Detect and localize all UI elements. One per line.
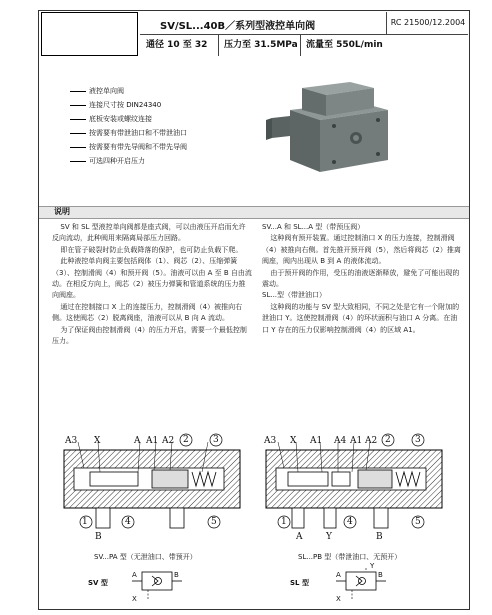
- feature-item: 按需要有带泄油口和不带泄油口: [70, 128, 187, 138]
- port-label: A: [132, 571, 137, 579]
- feature-item: 连接尺寸按 DIN24340: [70, 100, 161, 110]
- port-label: X: [336, 595, 341, 603]
- feature-item: 液控单向阀: [70, 86, 124, 96]
- feature-item: 按需要有带先导阀和不带先导阀: [70, 142, 187, 152]
- callout-label: X: [94, 436, 101, 446]
- description-left-column: [52, 222, 252, 347]
- callout-label: A: [296, 532, 303, 542]
- feature-item: 底板安装或螺纹连接: [70, 114, 152, 124]
- document-code: RC 21500/12.2004: [386, 12, 469, 34]
- page-title: SV/SL...40B／系列型液控单向阀: [160, 21, 316, 32]
- callout-label: A3: [65, 436, 78, 446]
- callout-label: A2: [365, 436, 378, 446]
- callout-label: 5: [415, 517, 421, 527]
- spec-pressure: 压力至 31.5MPa: [224, 40, 298, 50]
- callout-label: 3: [415, 435, 421, 445]
- callout-label: A1: [146, 436, 159, 446]
- paragraph: SV 和 SL 型液控单向阀都是座式阀，可以由液压开启而允许反向流动，此种阀用来隔离局部压力回路。: [52, 223, 246, 243]
- callout-label: A1: [310, 436, 323, 446]
- header-title-row: [140, 12, 468, 35]
- paragraph: 为了保证阀由控制滑阀（4）的压力开启，需要一个最低控制压力。: [52, 325, 247, 346]
- callout-label: 1: [281, 517, 287, 527]
- callout-label: B: [376, 532, 383, 542]
- paragraph: 即在管子破裂时防止负载降落的保护，也可防止负载下爬。: [60, 245, 243, 254]
- header-divider: [218, 34, 219, 56]
- callout-label: 4: [125, 517, 131, 527]
- header-block: [140, 12, 468, 56]
- spec-nominal-size: 通径 10 至 32: [146, 40, 208, 50]
- callout-label: 4: [347, 517, 353, 527]
- paragraph: 由于预开阀的作用，受压的油液逐渐释放，避免了可能出现的震动。: [262, 268, 460, 289]
- description-right-column: [262, 222, 462, 336]
- callout-label: A2: [162, 436, 175, 446]
- callout-label: 2: [385, 435, 391, 445]
- section-title: 说明: [54, 207, 70, 216]
- port-label: X: [132, 595, 137, 603]
- callout-label: 5: [211, 517, 217, 527]
- callout-label: B: [95, 532, 102, 542]
- diagram-caption: SL...PB 型（带泄油口、无预开）: [298, 553, 402, 561]
- subheading: SL...型（带泄油口）: [262, 291, 327, 300]
- paragraph: 通过在控制接口 X 上的连接压力，控制滑阀（4）被推向右侧。这使阀芯（2）脱离阀座，油液可以从 B 向 A 流动。: [52, 302, 243, 323]
- callout-label: A3: [264, 436, 277, 446]
- port-label: Y: [370, 562, 375, 570]
- port-label: B: [378, 571, 383, 579]
- section-bar: [39, 206, 469, 219]
- sv-sectional-drawing: [60, 432, 245, 532]
- callout-label: A1: [350, 436, 363, 446]
- header-divider: [300, 34, 301, 56]
- callout-label: X: [290, 436, 297, 446]
- paragraph: 这种阀的功能与 SV 型大致相同，不同之处是它有一个附加的泄油口 Y。这使控制滑阀（4）的环状面积与油口 A 分离。在油口 Y 存在的压力仅影响控制滑阀（4）的区域 A1。: [262, 302, 460, 334]
- symbol-label: SV 型: [88, 579, 108, 587]
- callout-label: 3: [213, 435, 219, 445]
- subheading: SV...A 和 SL...A 型（带预压阀）: [262, 223, 365, 231]
- callout-label: Y: [326, 532, 332, 542]
- port-label: A: [336, 571, 341, 579]
- port-label: B: [174, 571, 179, 579]
- symbol-label: SL 型: [290, 579, 309, 587]
- paragraph: 这种阀有预开装置。通过控制油口 X 的压力连接，控制滑阀（4）被推向右侧。首先推开预开阀（5），然后将阀芯（2）推离阀座，阀内出现从 B 到 A 的液体流动。: [262, 234, 461, 266]
- callout-label: A: [134, 436, 141, 446]
- callout-label: 1: [82, 517, 88, 527]
- callout-label: A4: [334, 436, 347, 446]
- paragraph: 此种液控单向阀主要包括阀体（1）、阀芯（2）、压缩弹簧（3）、控制滑阀（4）和预开阀（5）。油液可以由 A 至 B 自由流动。在相反方向上，阀芯（2）被压力弹簧和管道系统的压力推向阀座。: [52, 257, 252, 300]
- valve-product-image: [262, 80, 402, 180]
- feature-item: 可选四种开启压力: [70, 156, 145, 166]
- spec-flow: 流量至 550L/min: [306, 40, 383, 50]
- logo-placeholder-box: [41, 12, 138, 56]
- diagram-caption: SV...PA 型（无泄油口、带预开）: [94, 553, 197, 561]
- callout-label: 2: [183, 435, 189, 445]
